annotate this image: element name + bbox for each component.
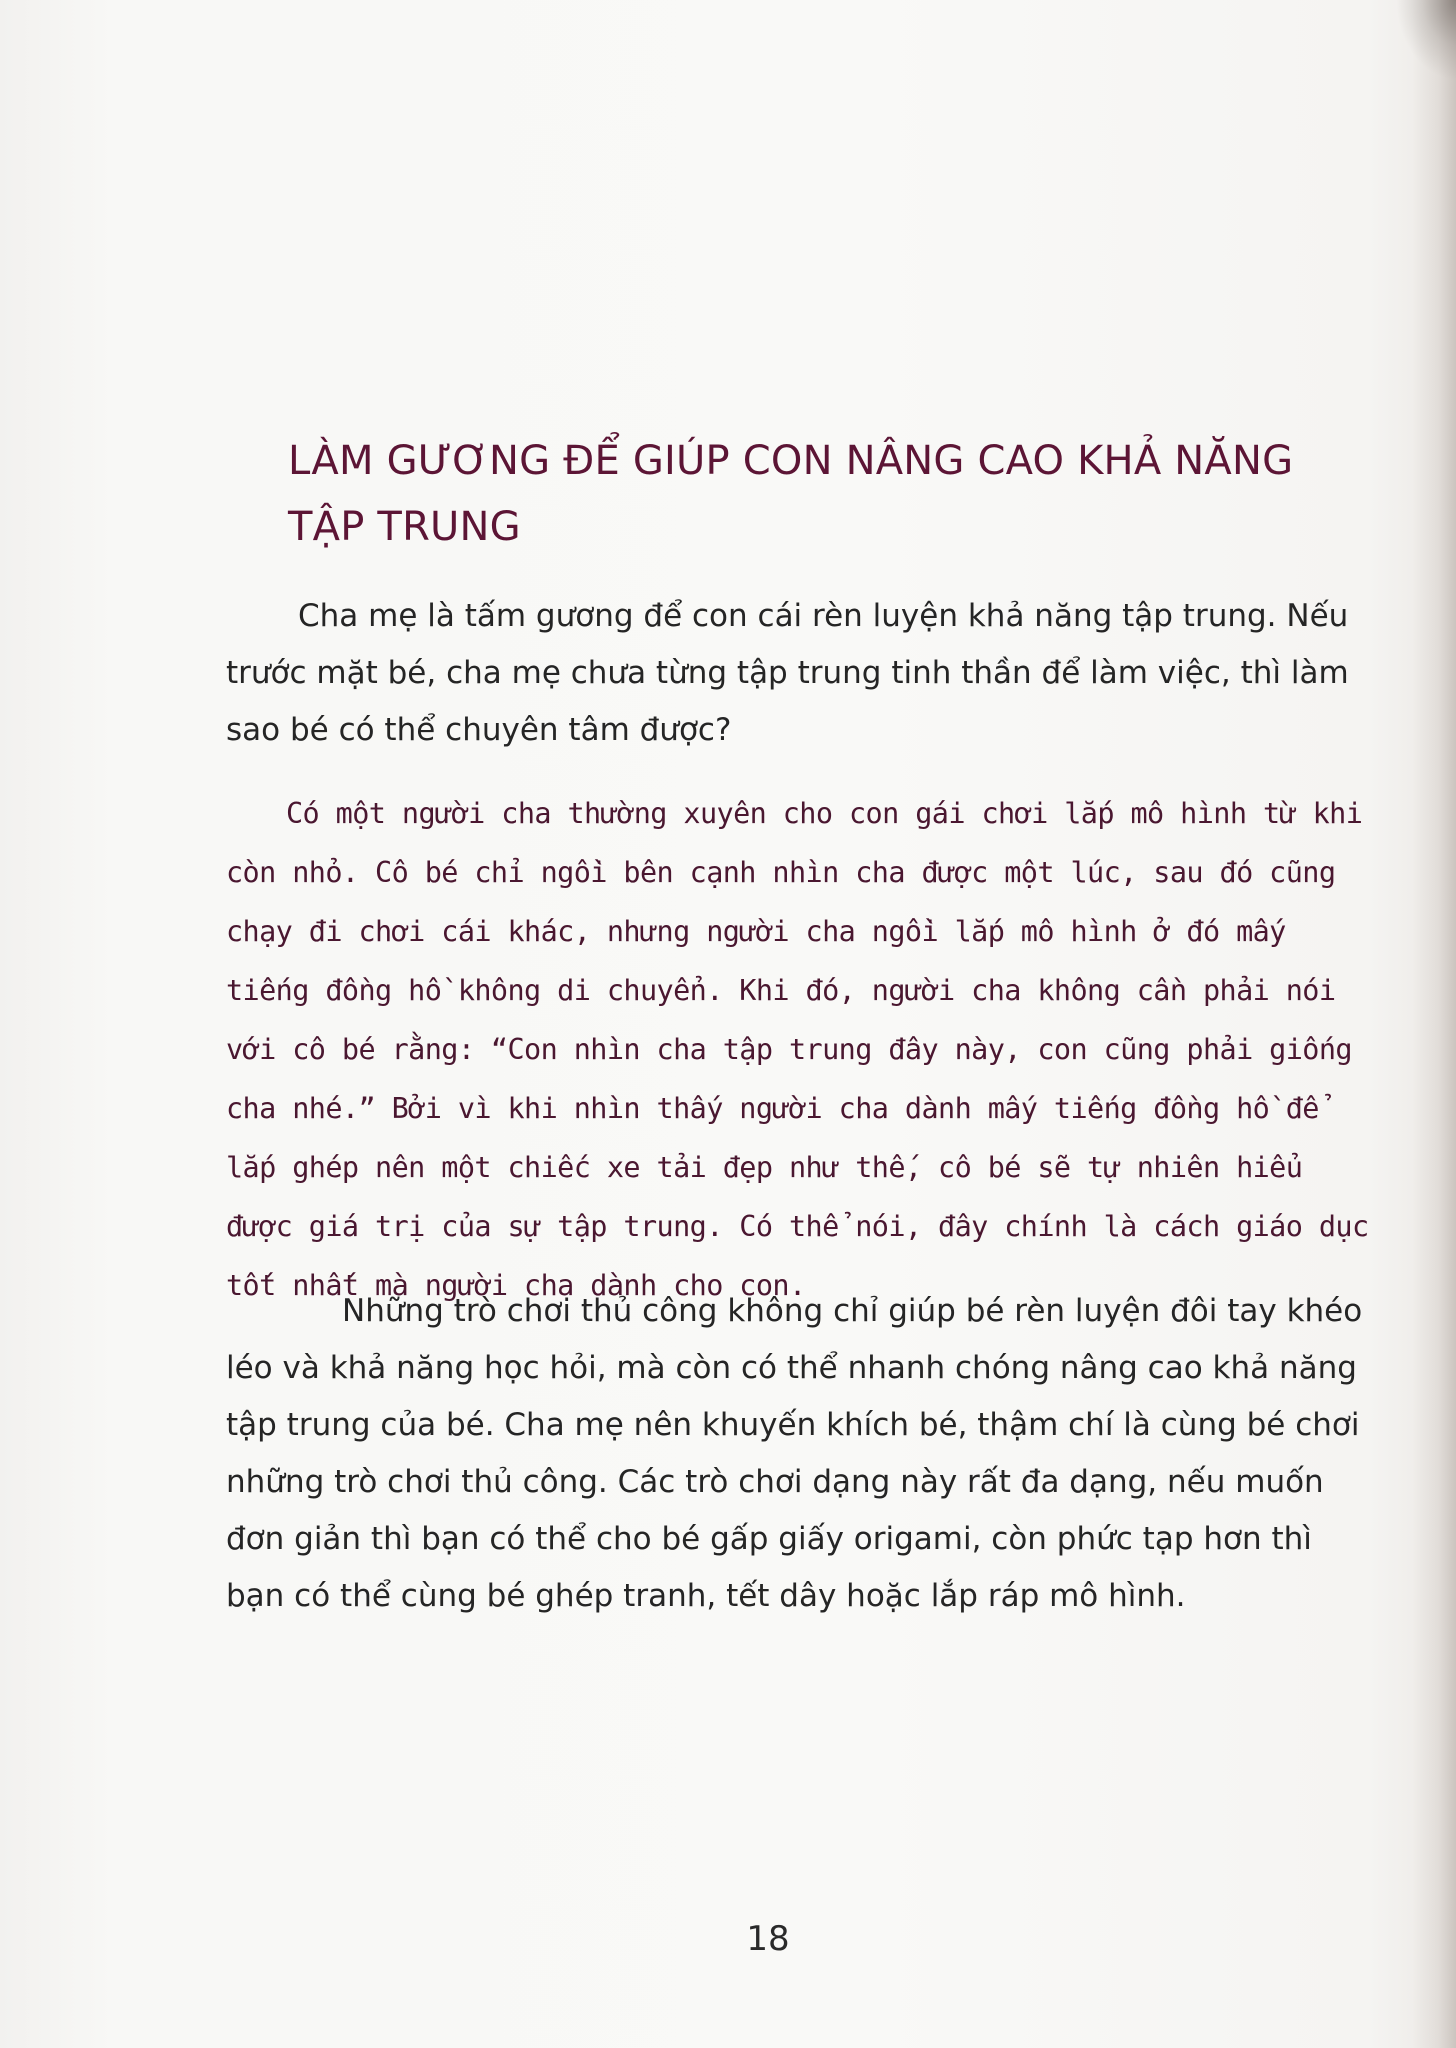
- paragraph-handicraft-games: Những trò chơi thủ công không chỉ giúp bé rèn luyện đôi tay khéo léo và khả năng học hỏi, mà còn có thể nhanh chóng nâng cao khả năng tập trung của bé. Cha mẹ nên khuyến khích bé, thậm chí là cùng bé chơi những trò chơi thủ công. Các trò chơi dạng này rất đa dạng, nếu muốn đơn giản thì bạn có thể cho bé gấp giấy origami, còn phức tạp hơn thì bạn có thể cùng bé ghép tranh, tết dây hoặc lắp ráp mô hình.: [226, 1293, 1363, 1614]
- paragraph-intro: Cha mẹ là tấm gương để con cái rèn luyện khả năng tập trung. Nếu trước mặt bé, cha mẹ chưa từng tập trung tinh thần để làm việc, thì làm sao bé có thể chuyên tâm được?: [226, 598, 1349, 748]
- paragraph-example-story: Có một người cha thường xuyên cho con gái chơi lắp mô hình từ khi còn nhỏ. Cô bé chỉ ngồi bên cạnh nhìn cha được một lúc, sau đó cũng chạy đi chơi cái khác, nhưng người cha ngồi lắp mô hình ở đó mấy tiếng đồng hồ không di chuyển. Khi đó, người cha không cần phải nói với cô bé rằng: “Con nhìn cha tập trung đây này, con cũng phải giống cha nhé.” Bởi vì khi nhìn thấy người cha dành mấy tiếng đồng hồ để lắp ghép nên một chiếc xe tải đẹp như thế, cô bé sẽ tự nhiên hiểu được giá trị của sự tập trung. Có thể nói, đây chính là cách giáo dục tốt nhất mà người cha dành cho con.: [226, 797, 1369, 1302]
- section-heading: LÀM GƯƠNG ĐỂ GIÚP CON NÂNG CAO KHẢ NĂNG TẬP TRUNG: [288, 438, 1294, 550]
- page-corner-shadow: [1396, 0, 1456, 80]
- page-number: 18: [746, 1919, 790, 1959]
- page-edge-shadow: [1412, 0, 1456, 2048]
